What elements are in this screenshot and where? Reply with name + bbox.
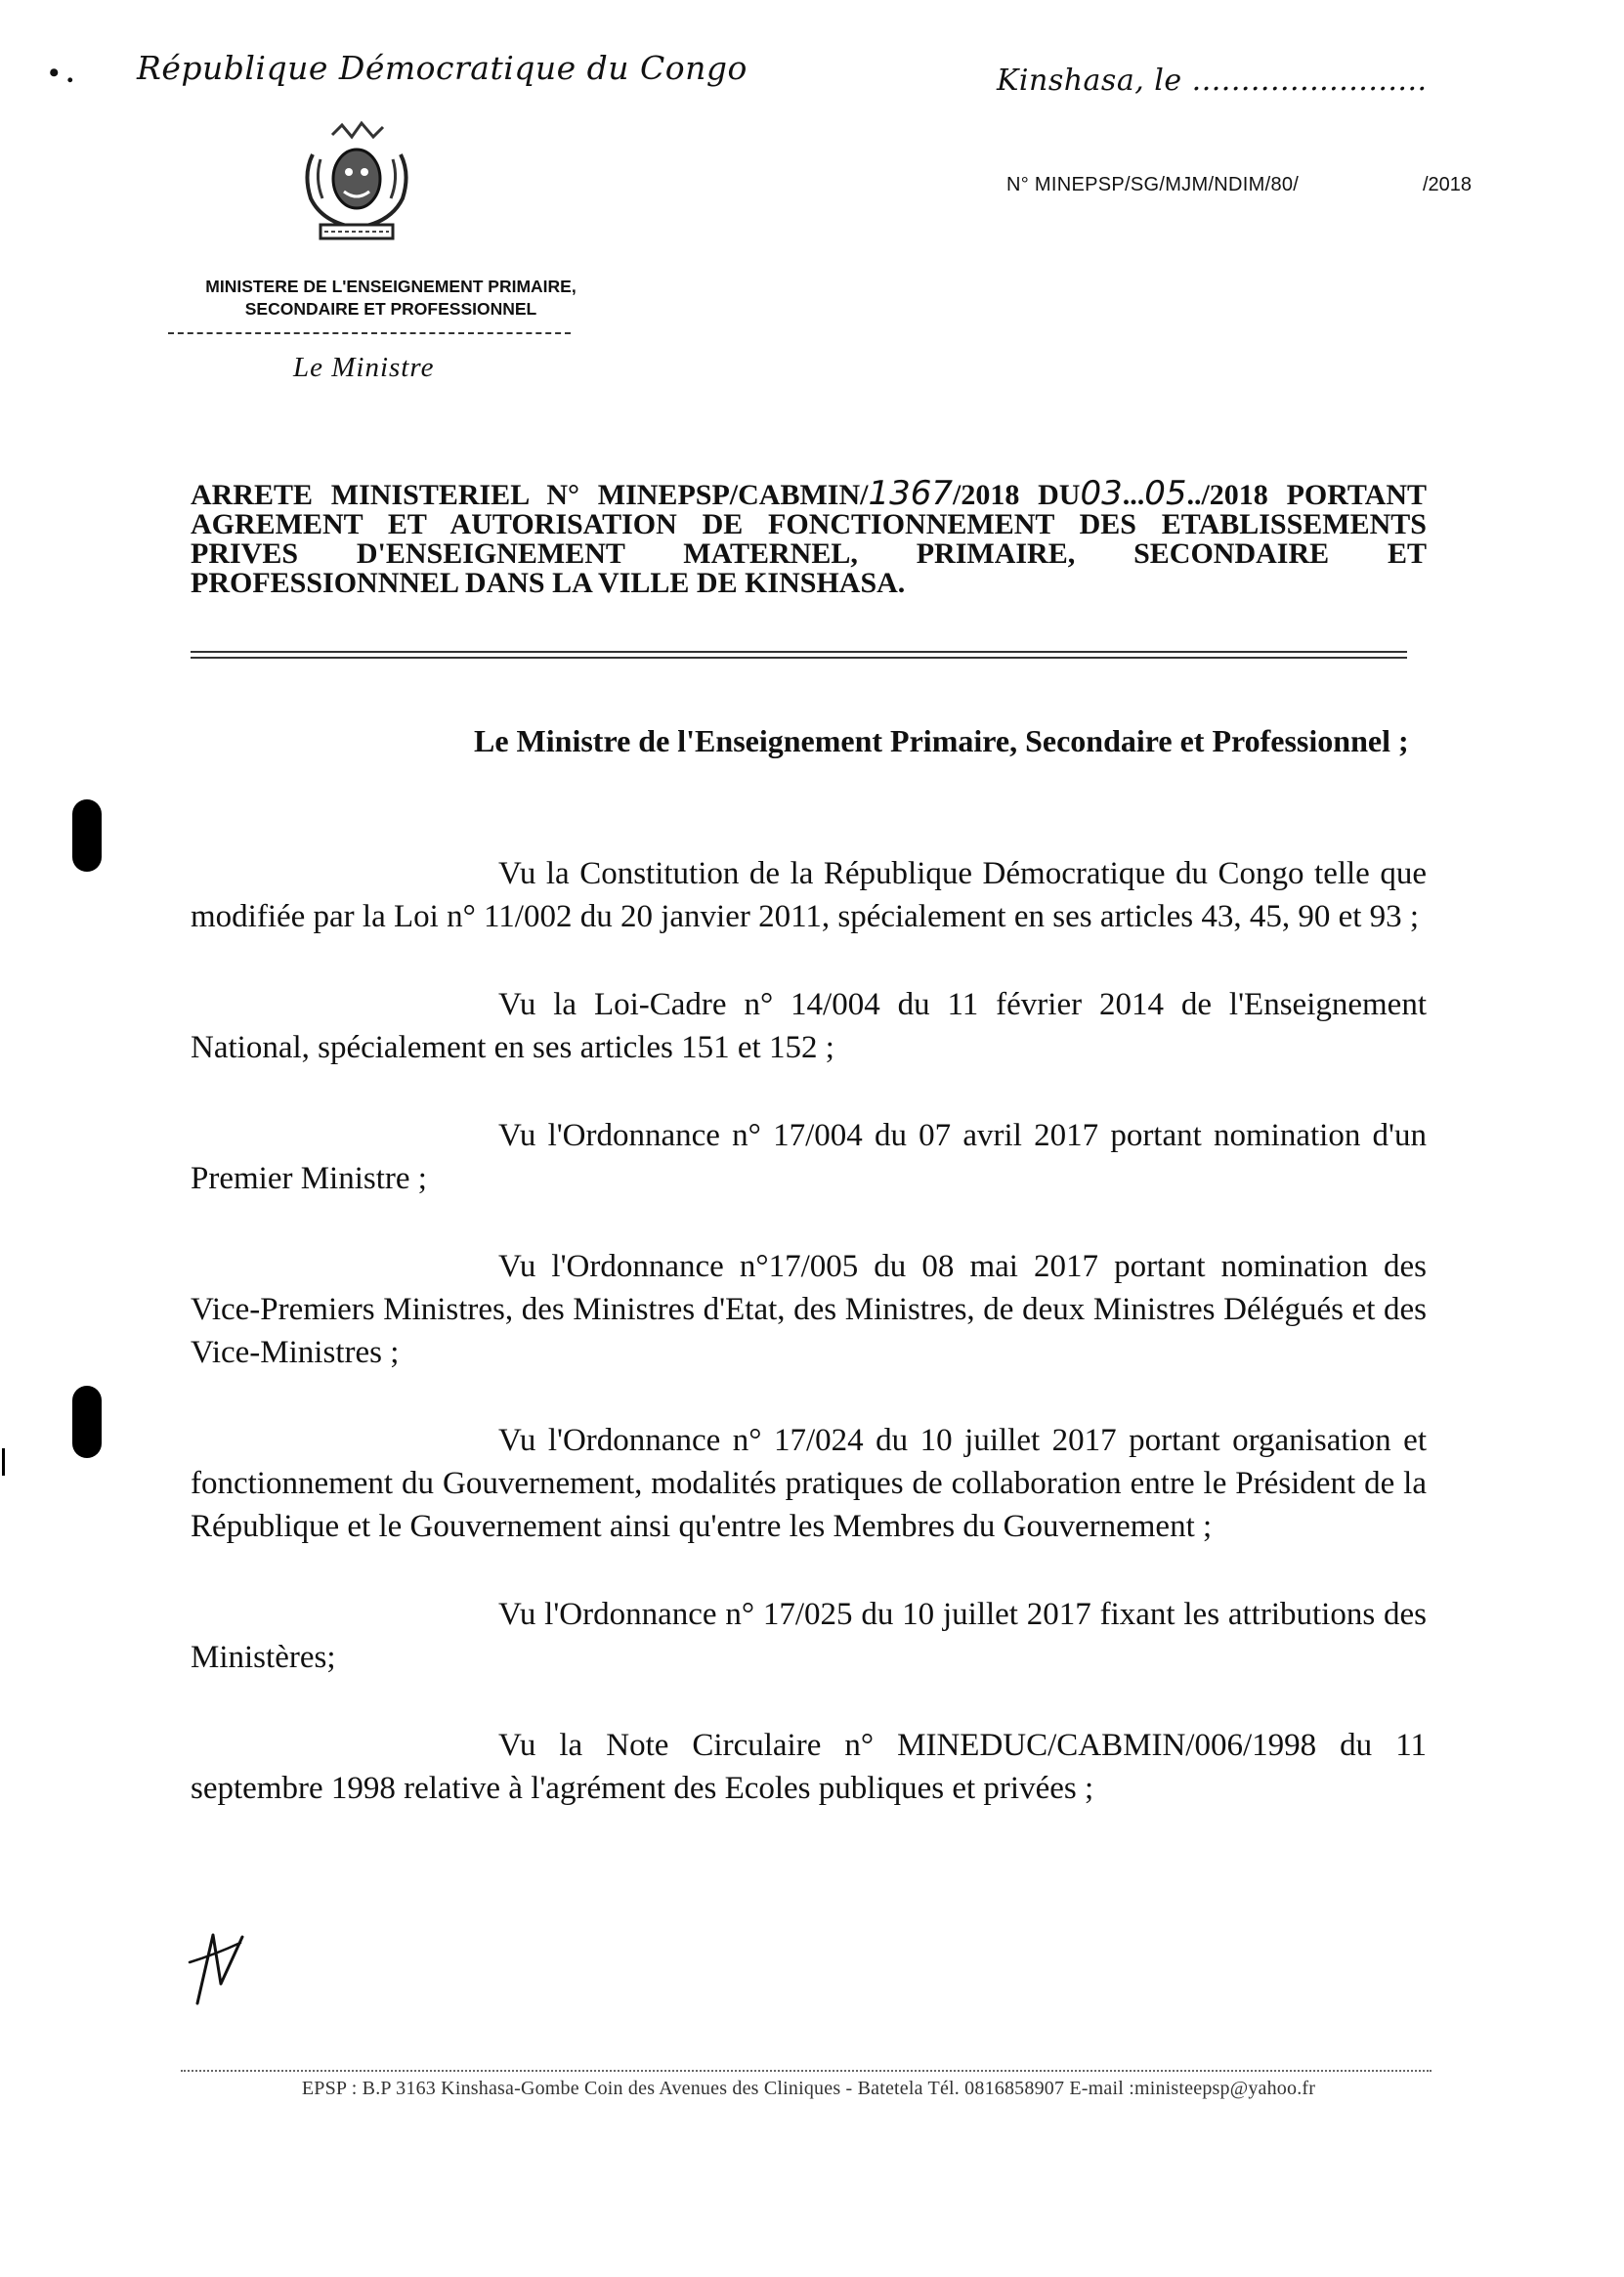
ministry-name xyxy=(127,276,655,321)
decree-handwritten-month: 05 xyxy=(1144,474,1187,513)
minister-label: Le Ministre xyxy=(293,352,435,383)
ministry-name-line2: SECONDAIRE ET PROFESSIONNEL xyxy=(244,299,537,319)
decree-title-year: ../2018 xyxy=(1186,479,1268,511)
consideration-note-circulaire: Vu la Note Circulaire n° MINEDUC/CABMIN/006/1998 du 11 septembre 1998 relative à l'agrément des Ecoles publiques et privées ; xyxy=(191,1728,1427,1806)
title-divider-top xyxy=(191,651,1407,653)
republic-heading: République Démocratique du Congo xyxy=(137,49,748,87)
scan-marks: • . xyxy=(49,57,74,89)
consideration-constitution: Vu la Constitution de la République Démocratique du Congo telle que modifiée par la Loi n° 11/002 du 20 janvier 2011, spécialement en ses articles 43, 45, 90 et 93 ; xyxy=(191,856,1427,934)
consideration-ordonnance-17-024: Vu l'Ordonnance n° 17/024 du 10 juillet 2017 portant organisation et fonctionnement du Gouvernement, modalités pratiques de collaboration entre le Président de la République et le Gouvernement ainsi qu'entre les Membres du Gouvernement ; xyxy=(191,1423,1427,1544)
consideration-loi-cadre: Vu la Loi-Cadre n° 14/004 du 11 février 2014 de l'Enseignement National, spécialement en ses articles 151 et 152 ; xyxy=(191,987,1427,1065)
consideration-ordonnance-17-025: Vu l'Ordonnance n° 17/025 du 10 juillet 2017 fixant les attributions des Ministères; xyxy=(191,1597,1427,1675)
reference-year: /2018 xyxy=(1423,174,1473,195)
place-date-field: Kinshasa, le ........................ xyxy=(997,64,1428,98)
minister-intro: Le Ministre de l'Enseignement Primaire, Secondaire et Professionnel ; xyxy=(474,723,1409,758)
decree-handwritten-number: 1367 xyxy=(868,474,953,513)
reference-number: N° MINEPSP/SG/MJM/NDIM/80/ xyxy=(1006,174,1300,195)
decree-title-subject: PORTANT AGREMENT ET AUTORISATION DE FONCTIONNEMENT DES ETABLISSEMENTS PRIVES D'ENSEIGNEMENT MATERNEL, PRIMAIRE, SECONDAIRE ET PROFESSIONNNEL DANS LA VILLE DE KINSHASA. xyxy=(191,479,1428,599)
ministry-name-line1: MINISTERE DE L'ENSEIGNEMENT PRIMAIRE, xyxy=(205,277,577,296)
binder-hole-top xyxy=(72,799,102,872)
binder-hole-bottom xyxy=(72,1386,102,1458)
decree-title-middle: /2018 DU xyxy=(952,479,1081,511)
decree-handwritten-day: 03 xyxy=(1080,474,1123,513)
title-divider-bottom xyxy=(191,657,1407,659)
coat-of-arms-icon xyxy=(293,115,420,252)
consideration-ordonnance-17-005: Vu l'Ordonnance n°17/005 du 08 mai 2017 portant nomination des Vice-Premiers Ministres, des Ministres d'Etat, des Ministres, de deux Ministres Délégués et des Vice-Ministres ; xyxy=(191,1249,1427,1370)
ministry-divider xyxy=(168,332,571,334)
handwritten-initial-icon xyxy=(186,1915,254,2013)
considerations-list xyxy=(191,852,1427,1855)
consideration-ordonnance-17-004: Vu l'Ordonnance n° 17/004 du 07 avril 2017 portant nomination d'un Premier Ministre ; xyxy=(191,1118,1427,1196)
decree-date-separator: ... xyxy=(1122,479,1145,511)
margin-mark xyxy=(2,1448,5,1476)
footer-divider xyxy=(181,2070,1432,2072)
decree-title-prefix: ARRETE MINISTERIEL N° MINEPSP/CABMIN/ xyxy=(191,479,869,511)
decree-title xyxy=(191,474,1428,599)
footer-address: EPSP : B.P 3163 Kinshasa-Gombe Coin des Avenues des Cliniques - Batetela Tél. 0816858907 E-mail :ministeepsp@yahoo.fr xyxy=(301,2078,1316,2099)
